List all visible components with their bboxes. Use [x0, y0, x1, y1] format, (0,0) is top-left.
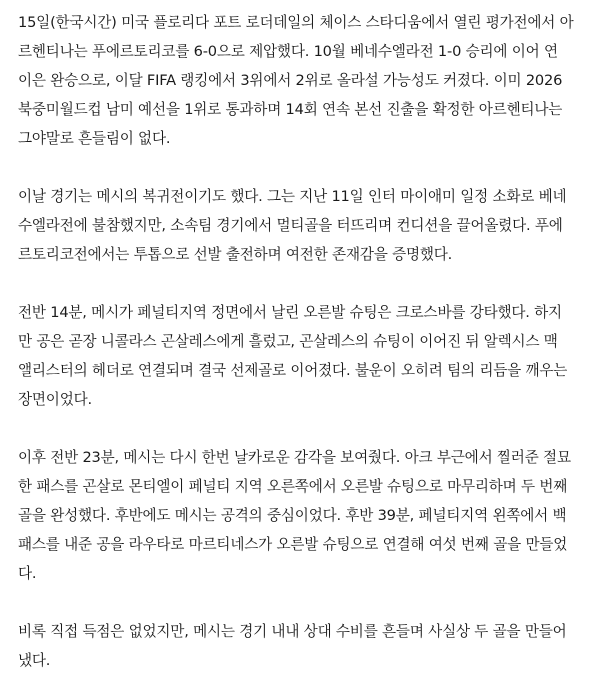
text-line: 르토리코전에서는 투톱으로 선발 출전하며 여전한 존재감을 증명했다. [18, 246, 453, 263]
text-line: 북중미월드컵 남미 예선을 1위로 통과하며 14회 연속 본선 진출을 확정한 아르헨티나는 [18, 101, 563, 118]
text-line: 다. [18, 565, 37, 582]
text-line: 15일(한국시간) 미국 플로리다 포트 로더데일의 체이스 스타디움에서 열린 평가전에서 아 [18, 14, 574, 31]
text-line: 패스를 내준 공을 라우타로 마르티네스가 오른발 슈팅으로 연결해 여섯 번째 골을 만들었 [18, 536, 568, 553]
text-line: 이후 전반 23분, 메시는 다시 한번 날카로운 감각을 보여줬다. 아크 부근에서 찔러준 절묘 [18, 449, 571, 466]
text-line: 냈다. [18, 652, 51, 669]
paragraph-3 [18, 298, 584, 414]
text-line: 한 패스를 곤살로 몬티엘이 페널티 지역 오른쪽에서 오른발 슈팅으로 마무리하며 두 번째 [18, 478, 568, 495]
text-line: 이날 경기는 메시의 복귀전이기도 했다. 그는 지난 11일 인터 마이애미 일정 소화로 베네 [18, 188, 567, 205]
text-line: 이은 완승으로, 이달 FIFA 랭킹에서 3위에서 2위로 올라설 가능성도 커졌다. 이미 2026 [18, 72, 563, 89]
paragraph-4 [18, 443, 584, 588]
text-line: 만 공은 곧장 니콜라스 곤살레스에게 흘렀고, 곤살레스의 슈팅이 이어진 뒤 알렉시스 맥 [18, 333, 558, 350]
text-line: 수엘라전에 불참했지만, 소속팀 경기에서 멀티골을 터뜨리며 컨디션을 끌어올렸다. 푸에 [18, 217, 563, 234]
text-line: 비록 직접 득점은 없었지만, 메시는 경기 내내 상대 수비를 흔들며 사실상 두 골을 만들어 [18, 623, 567, 640]
text-line: 전반 14분, 메시가 페널티지역 정면에서 날린 오른발 슈팅은 크로스바를 강타했다. 하지 [18, 304, 562, 321]
text-line: 장면이었다. [18, 391, 92, 408]
text-line: 그야말로 흔들림이 없다. [18, 130, 171, 147]
text-line: 앨리스터의 헤더로 연결되며 결국 선제골로 이어졌다. 불운이 오히려 팀의 리듬을 깨우는 [18, 362, 568, 379]
paragraph-2 [18, 182, 584, 269]
text-line: 골을 완성했다. 후반에도 메시는 공격의 중심이었다. 후반 39분, 페널티지역 왼쪽에서 백 [18, 507, 567, 524]
text-line: 르헨티나는 푸에르토리코를 6-0으로 제압했다. 10월 베네수엘라전 1-0 승리에 이어 연 [18, 43, 558, 60]
paragraph-1 [18, 8, 584, 153]
paragraph-5 [18, 617, 584, 675]
